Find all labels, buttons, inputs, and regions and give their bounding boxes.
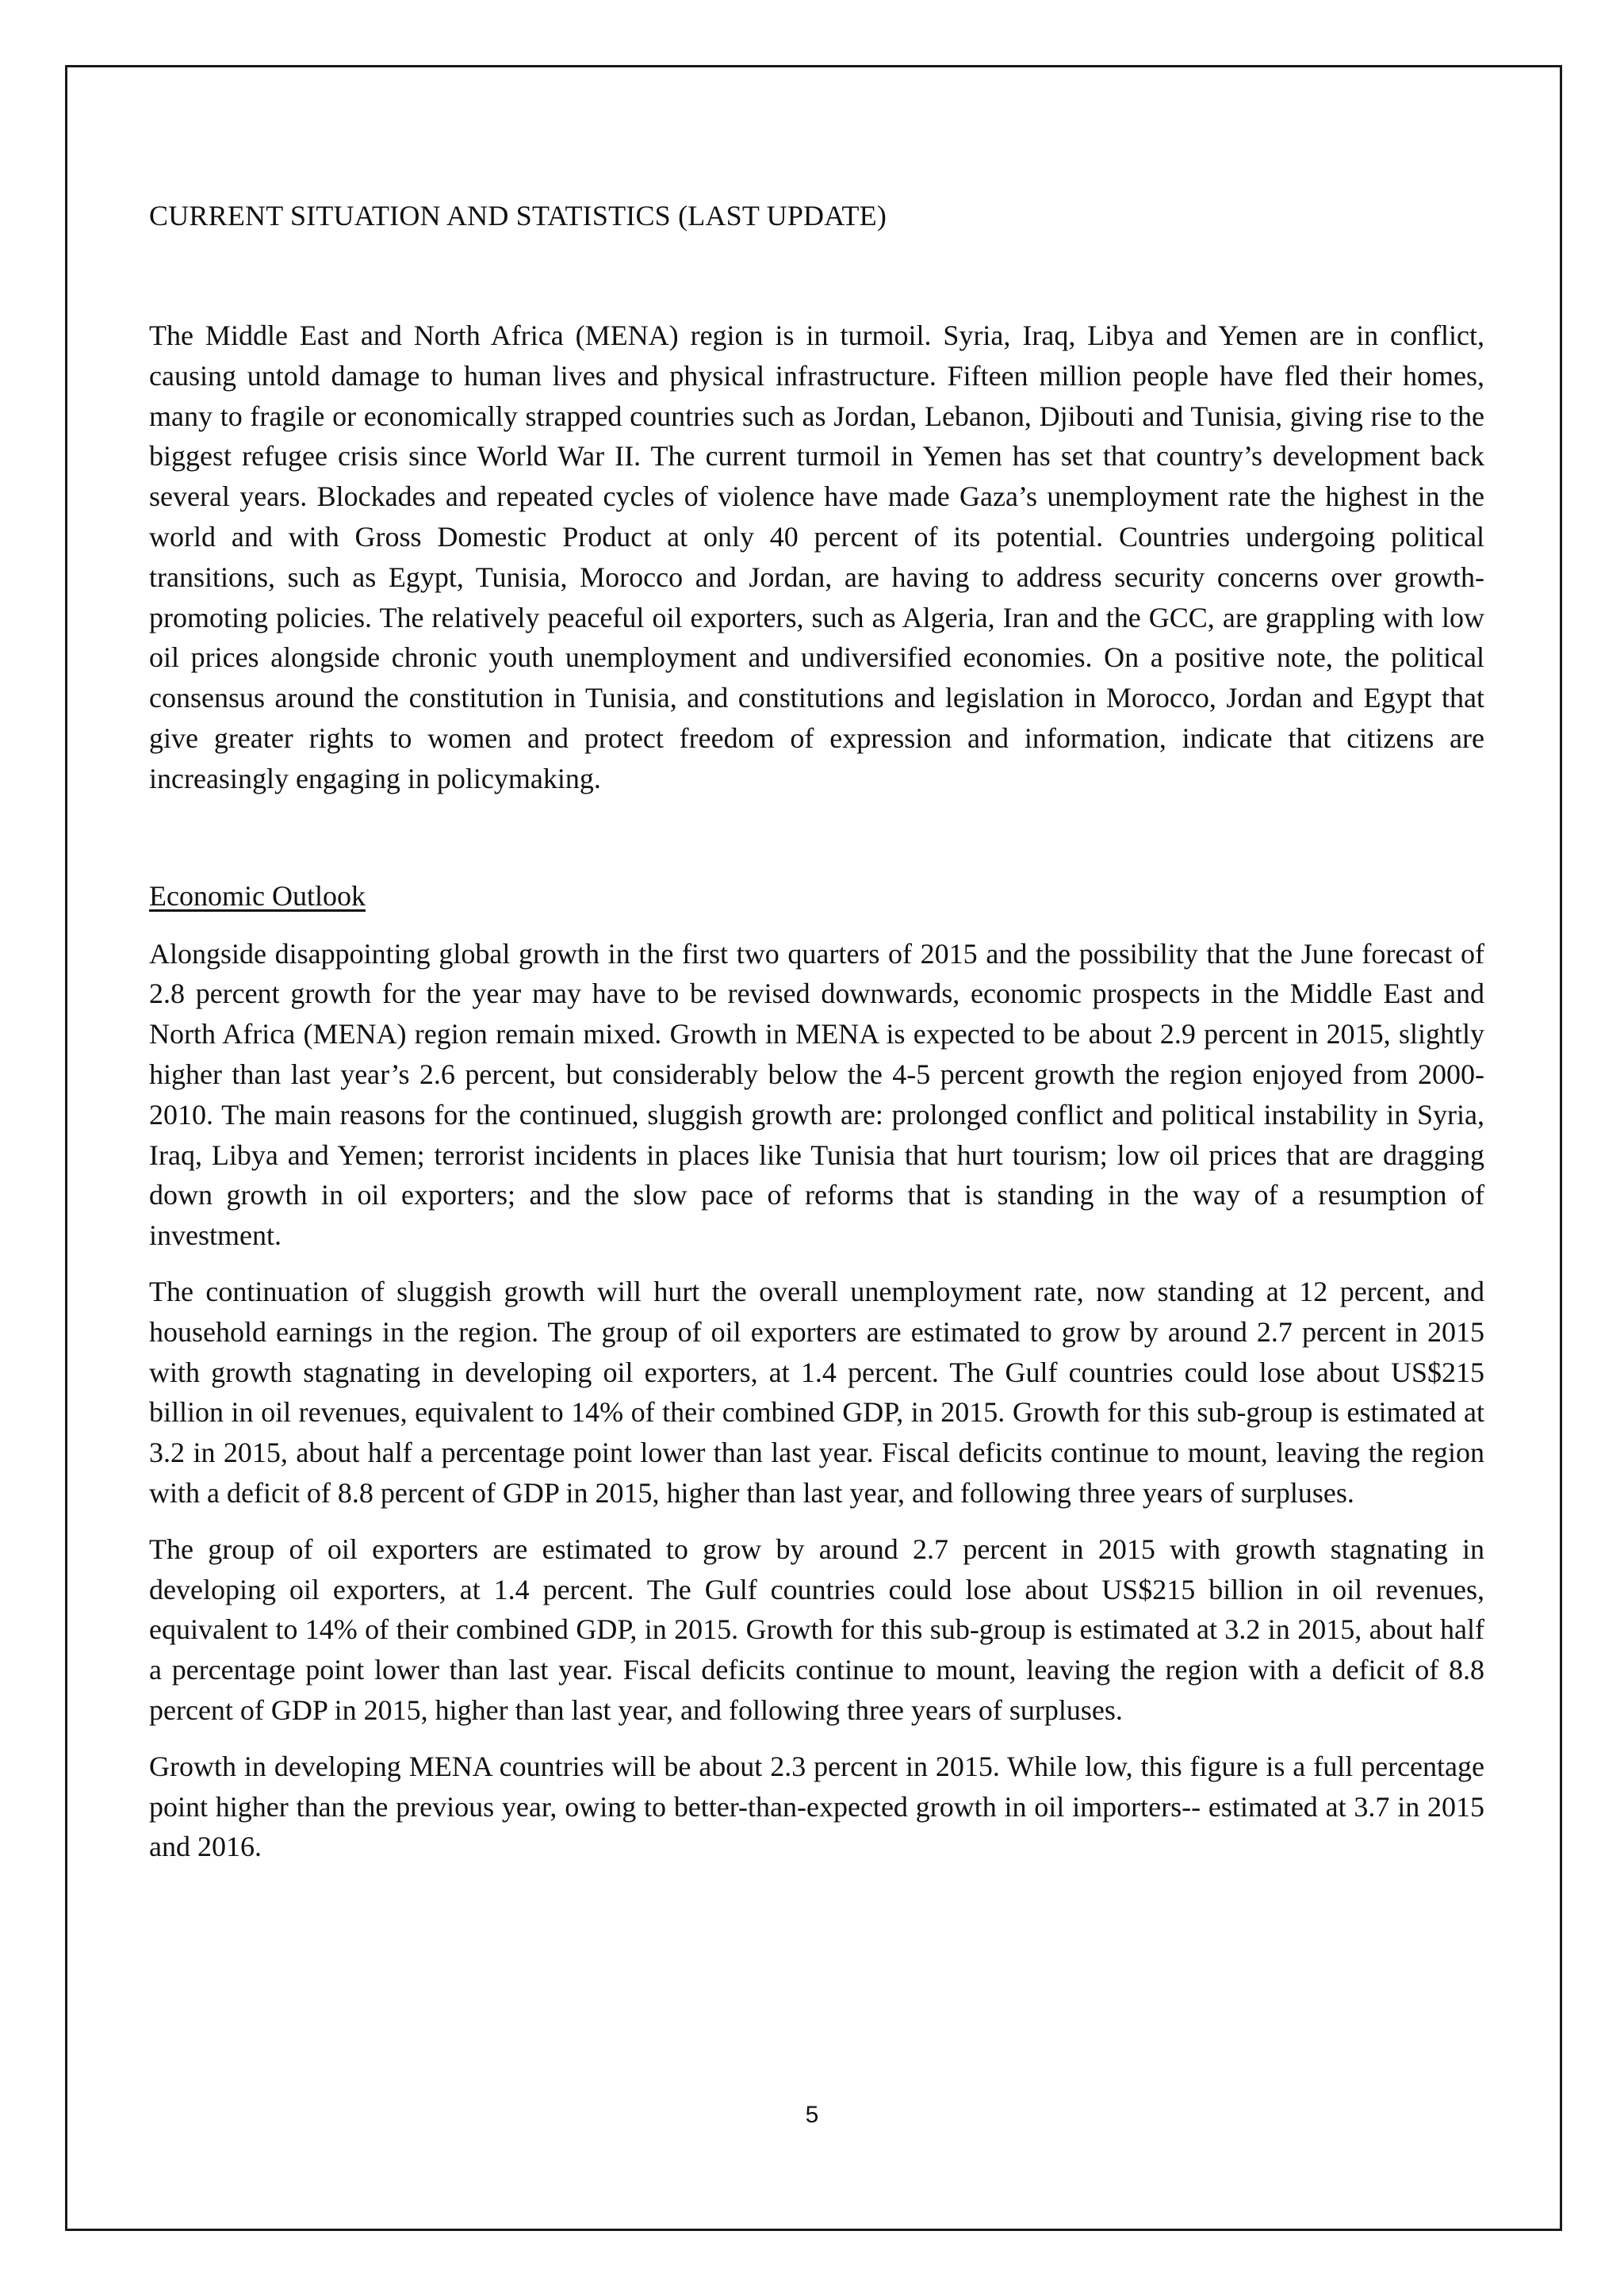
section-heading: CURRENT SITUATION AND STATISTICS (LAST UPDATE) [149, 200, 887, 232]
economic-paragraph-3: The group of oil exporters are estimated to grow by around 2.7 percent in 2015 with growth stagnating in developing oil exporters, at 1.4 percent. The Gulf countries could lose about US$215 billion in oil revenues, equivalent to 14% of their combined GDP, in 2015. Growth for this sub-group is estimated at 3.2 in 2015, about half a percentage point lower than last year. Fiscal deficits continue to mount, leaving the region with a deficit of 8.8 percent of GDP in 2015, higher than last year, and following three years of surpluses. [149, 1533, 1484, 1726]
economic-outlook-heading: Economic Outlook [149, 879, 366, 912]
economic-paragraph-2: The continuation of sluggish growth will hurt the overall unemployment rate, now standing at 12 percent, and household earnings in the region. The group of oil exporters are estimated to grow by around 2.7 percent in 2015 with growth stagnating in developing oil exporters, at 1.4 percent. The Gulf countries could lose about US$215 billion in oil revenues, equivalent to 14% of their combined GDP, in 2015. Growth for this sub-group is estimated at 3.2 in 2015, about half a percentage point lower than last year. Fiscal deficits continue to mount, leaving the region with a deficit of 8.8 percent of GDP in 2015, higher than last year, and following three years of surpluses. [149, 1275, 1484, 1509]
page-number: 5 [805, 2102, 819, 2128]
economic-paragraph-4: Growth in developing MENA countries will be about 2.3 percent in 2015. While low, this figure is a full percentage point higher than the previous year, owing to better-than-expected growth in oil importers-- estimated at 3.7 in 2015 and 2016. [149, 1750, 1484, 1863]
intro-paragraph: The Middle East and North Africa (MENA) region is in turmoil. Syria, Iraq, Libya and Yemen are in conflict, causing untold damage to human lives and physical infrastructure. Fifteen million people have fled their homes, many to fragile or economically strapped countries such as Jordan, Lebanon, Djibouti and Tunisia, giving rise to the biggest refugee crisis since World War II. The current turmoil in Yemen has set that country’s development back several years. Blockades and repeated cycles of violence have made Gaza’s unemployment rate the highest in the world and with Gross Domestic Product at only 40 percent of its potential. Countries undergoing political transitions, such as Egypt, Tunisia, Morocco and Jordan, are having to address security concerns over growth-promoting policies. The relatively peaceful oil exporters, such as Algeria, Iran and the GCC, are grappling with low oil prices alongside chronic youth unemployment and undiversified economies. On a positive note, the political consensus around the constitution in Tunisia, and constitutions and legislation in Morocco, Jordan and Egypt that give greater rights to women and protect freedom of expression and information, indicate that citizens are increasingly engaging in policymaking. [149, 320, 1484, 794]
document-body [149, 197, 1484, 1883]
economic-paragraph-1: Alongside disappointing global growth in the first two quarters of 2015 and the possibility that the June forecast of 2.8 percent growth for the year may have to be revised downwards, economic prospects in the Middle East and North Africa (MENA) region remain mixed. Growth in MENA is expected to be about 2.9 percent in 2015, slightly higher than last year’s 2.6 percent, but considerably below the 4-5 percent growth the region enjoyed from 2000-2010. The main reasons for the continued, sluggish growth are: prolonged conflict and political instability in Syria, Iraq, Libya and Yemen; terrorist incidents in places like Tunisia that hurt tourism; low oil prices that are dragging down growth in oil exporters; and the slow pace of reforms that is standing in the way of a resumption of investment. [149, 937, 1484, 1252]
